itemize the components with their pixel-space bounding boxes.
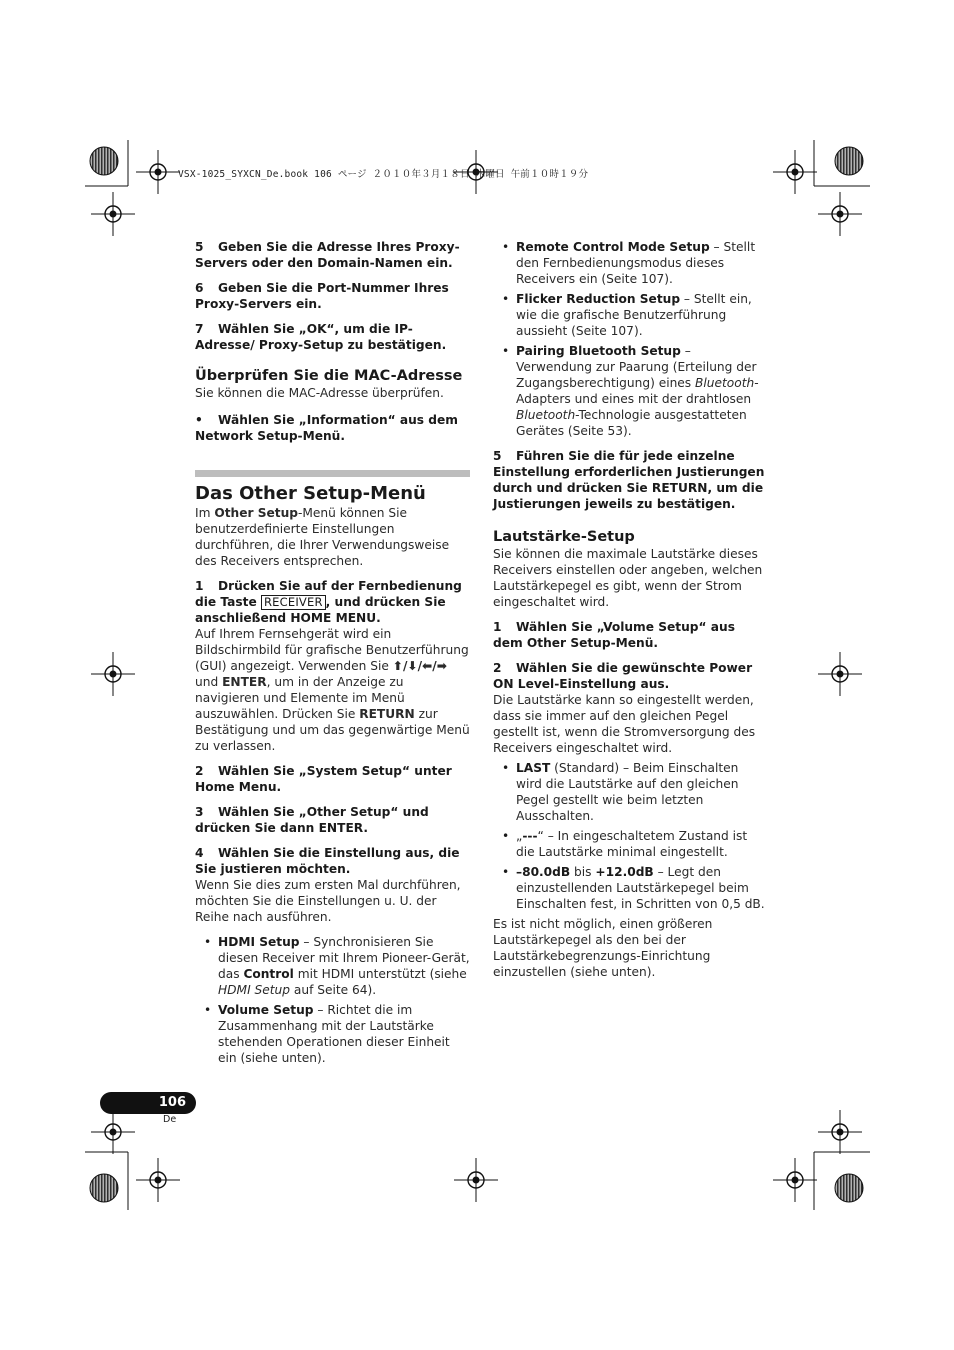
mac-intro: Sie können die MAC-Adresse überprüfen. bbox=[195, 386, 444, 400]
other-setup-step-1-body: Auf Ihrem Fernsehgerät wird ein Bildschirmbild für grafische Benutzerführung (GUI) angezeigt. Verwenden Sie ⬆/⬇/⬅/➡ und ENTER, um in der Anzeige zu navigieren und Elemente im Menü auszuwählen. Drücken Sie RETURN zur Bestätigung und um das gegenwärtige Menü zu verlassen. bbox=[195, 627, 470, 753]
other-setup-intro: Im Other Setup-Menü können Sie benutzerdefinierte Einstellungen durchführen, die Ihrer Verwendungsweise des Receivers entsprechen. bbox=[195, 506, 450, 568]
list-item-db-range: • –80.0dB bis +12.0dB – Legt den einzustellenden Lautstärkepegel beim Einschalten fest, in Schritten von 0,5 dB. bbox=[493, 864, 768, 912]
left-column bbox=[195, 239, 470, 1070]
setup-option-list bbox=[195, 934, 470, 1066]
volume-setup-intro: Sie können die maximale Lautstärke dieses Receivers einstellen oder angeben, welchen Lautstärkepegel es gibt, wenn der Strom eingeschaltet wird. bbox=[493, 547, 763, 609]
arrow-keys-icon: ⬆/⬇/⬅/➡ bbox=[392, 659, 447, 673]
list-item-volume-setup: • Volume Setup – Richtet die im Zusammenhang mit der Lautstärke stehenden Operationen dieser Einheit ein (siehe unten). bbox=[195, 1002, 470, 1066]
list-item-remote-control-mode: • Remote Control Mode Setup – Stellt den Fernbedienungsmodus dieses Receivers ein (Seite 107). bbox=[493, 239, 768, 287]
volume-setup-heading: Lautstärke-Setup bbox=[493, 529, 635, 545]
right-column bbox=[493, 239, 768, 989]
receiver-key-icon: RECEIVER bbox=[261, 595, 326, 610]
other-setup-step-4-body: Wenn Sie dies zum ersten Mal durchführen, möchten Sie die Einstellungen u. U. der Reihe nach ausführen. bbox=[195, 878, 461, 924]
mac-heading: Überprüfen Sie die MAC-Adresse bbox=[195, 368, 463, 384]
proxy-step-7: 7 Wählen Sie „OK“, um die IP-Adresse/ Proxy-Setup zu bestätigen. bbox=[195, 322, 447, 352]
other-setup-step-2: 2 Wählen Sie „System Setup“ unter Home Menu. bbox=[195, 764, 452, 794]
volume-step-1: 1 Wählen Sie „Volume Setup“ aus dem Other Setup-Menü. bbox=[493, 620, 735, 650]
other-setup-title: Das Other Setup-Menü bbox=[195, 483, 426, 504]
starburst-mark-top-left bbox=[90, 147, 118, 175]
other-setup-step-5: 5 Führen Sie die für jede einzelne Einstellung erforderlichen Justierungen durch und drücken Sie RETURN, um die Justierungen jeweils zu bestätigen. bbox=[493, 449, 765, 511]
list-item-hdmi-setup: • HDMI Setup – Synchronisieren Sie diesen Receiver mit Ihrem Pioneer-Gerät, das Control mit HDMI unterstützt (siehe HDMI Setup auf Seite 64). bbox=[195, 934, 470, 998]
section-divider-bar bbox=[195, 470, 470, 477]
list-item-pairing-bluetooth: • Pairing Bluetooth Setup – Verwendung zur Paarung (Erteilung der Zugangsberechtigung) eines Bluetooth-Adapters und eines mit der drahtlosen Bluetooth-Technologie ausgestatteten Gerätes (Seite 53). bbox=[493, 343, 768, 439]
file-info-header: VSX-1025_SYXCN_De.book 106 ページ ２０１０年３月１８日 木曜日 午前１０時１９分 bbox=[178, 169, 589, 180]
list-item-flicker-reduction: • Flicker Reduction Setup – Stellt ein, wie die grafische Benutzerführung aussieht (Seite 107). bbox=[493, 291, 768, 339]
page-number-badge: 106 bbox=[100, 1092, 196, 1114]
other-setup-step-3: 3 Wählen Sie „Other Setup“ und drücken Sie dann ENTER. bbox=[195, 805, 429, 835]
list-item-minimum: • „---“ – In eingeschaltetem Zustand ist die Lautstärke minimal eingestellt. bbox=[493, 828, 768, 860]
page-language: De bbox=[163, 1114, 177, 1125]
volume-step-2-body: Die Lautstärke kann so eingestellt werden, dass sie immer auf den gleichen Pegel gestellt ist, wenn die Stromversorgung des Receivers eingeschaltet wird. bbox=[493, 693, 756, 755]
mac-bullet-step: • Wählen Sie „Information“ aus dem Network Setup-Menü. bbox=[195, 413, 458, 443]
proxy-step-6: 6 Geben Sie die Port-Nummer Ihres Proxy-Servers ein. bbox=[195, 281, 449, 311]
other-setup-step-1: 1 Drücken Sie auf der Fernbedienung die Taste RECEIVER , und drücken Sie anschließend HOME MENU. bbox=[195, 579, 462, 625]
power-on-level-list bbox=[493, 760, 768, 912]
other-setup-step-4: 4 Wählen Sie die Einstellung aus, die Sie justieren möchten. bbox=[195, 846, 460, 876]
volume-note: Es ist nicht möglich, einen größeren Lautstärkepegel als den bei der Lautstärkebegrenzungs-Einrichtung einzustellen (siehe unten). bbox=[493, 917, 713, 979]
volume-step-2: 2 Wählen Sie die gewünschte Power ON Level-Einstellung aus. bbox=[493, 661, 753, 691]
list-item-last: • LAST (Standard) – Beim Einschalten wird die Lautstärke auf den gleichen Pegel gestellt wie beim letzten Ausschalten. bbox=[493, 760, 768, 824]
proxy-step-5: 5 Geben Sie die Adresse Ihres Proxy-Servers oder den Domain-Namen ein. bbox=[195, 240, 460, 270]
setup-option-list-continued bbox=[493, 239, 768, 439]
